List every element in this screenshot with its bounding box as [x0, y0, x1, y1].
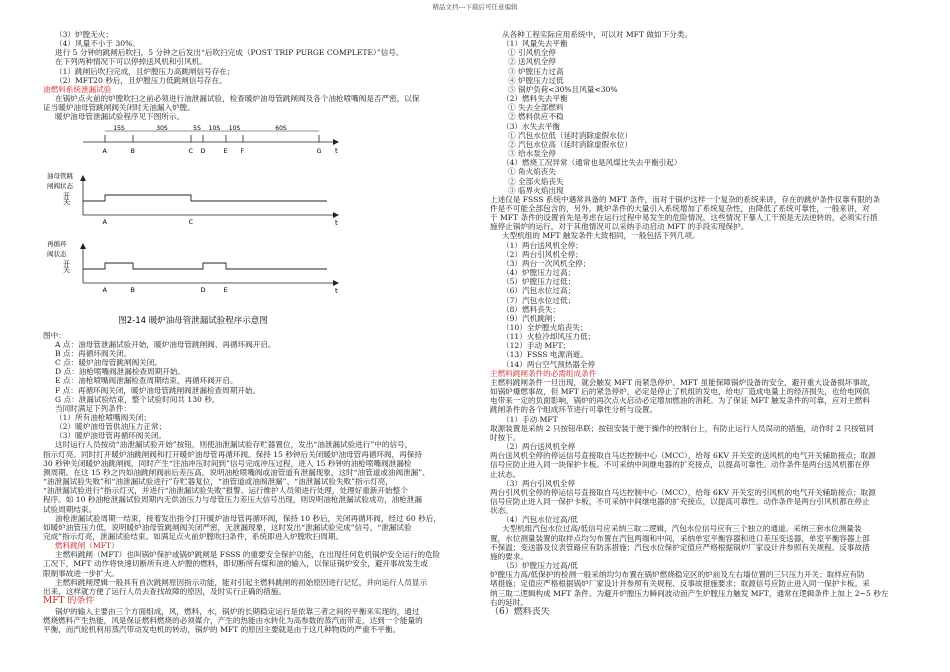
text-line: 于 MFT 条件的设置首先是考虑在运行过程中易发生的危险情况，这些情况下暴人工干预是无法逆转的，必须实行措: [490, 213, 878, 223]
text-line: 时按下。: [490, 432, 521, 442]
text-line: 在锅炉点火前的炉膛吹扫之前必须进行油泄漏试验，检查暖炉油母管跳闸阀及各个油枪喷嘴阀是否严密，以保: [55, 94, 420, 104]
signal-t-label: t: [335, 218, 338, 227]
text-line: ③ 临界火焰出现: [508, 185, 564, 195]
text-line: ② 送风机全停: [508, 57, 556, 67]
time-axis-arrow: [333, 139, 339, 145]
state-label-open: 开: [63, 259, 70, 268]
point-label-top: C: [188, 146, 194, 155]
text-line: （6）汽包水位过高；: [502, 286, 576, 296]
point-label-top: D: [200, 146, 206, 155]
text-line: ④ 炉膛压力过低: [508, 75, 564, 85]
text-line: 从各种工程实际应用系统中，可以对 MFT 做如下分类。: [502, 30, 692, 39]
text-line: 完成”指示灯亮，泄漏试验结束。如满足点火前炉膛吹扫条件，系统即进入炉膛吹扫周期。: [43, 532, 344, 541]
signal-time-arrow: [333, 280, 339, 286]
text-line: ② 全部火焰丧失: [508, 176, 564, 186]
signal-y-arrow: [80, 175, 86, 181]
text-line: （12）手动 MFT；: [502, 341, 571, 351]
point-label-top: G: [316, 146, 322, 155]
text-line: 燃烧燃料产生热能，风是保证燃料燃烧的必须媒介，产生的热能由水转化为高参数的蒸汽而带走，达到一个能量的: [43, 616, 423, 626]
point-label-top: F: [240, 146, 245, 155]
text-line: ⑤ 锅炉负荷<30%且风量<30%: [508, 84, 618, 94]
state-label-open: 开: [63, 191, 70, 200]
point-label: C: [188, 217, 194, 226]
state-label-closed: 关: [63, 265, 70, 274]
text-line: 纳三取二逻辑构成 MFT 条件。为避开炉膛压力瞬间波动而产生炉膛压力触发 MFT，通常在逻辑条件上加上 2~5 秒左: [490, 588, 889, 598]
text-line: 证当暖炉油母管跳闸阀关闭时无油漏入炉膛。: [43, 103, 195, 113]
text-line: 施的要求。: [490, 551, 528, 561]
segment-label: 10S: [228, 124, 241, 132]
text-line: ② 汽包水位高（延时消除虚假水位）: [508, 139, 632, 149]
text-line: 上述仅是 FSSS 系统中遇常具备的 MFT 条件，而对于锅炉这样一个复杂的系统来讲，存在的跳炉条件仅靠有限的条: [490, 194, 881, 204]
text-line: （4）燃烧工况异常（通常也是风煤比失去平衡引起）: [502, 158, 682, 168]
text-line: 测周期。在这 15 秒之内如油跳闸阀前后差压高，说明油枪喷嘴阀或油管道有泄漏现象，这时“油管道或油阀泄漏”、: [43, 467, 430, 477]
point-label-top: A: [102, 146, 107, 155]
text-line: 止状态。: [490, 469, 521, 479]
point-label: D: [200, 285, 206, 294]
segment-label: 10S: [208, 124, 221, 132]
text-line: ① 汽包水位低（延时消除虚假水位）: [508, 130, 632, 140]
point-label: B: [130, 285, 135, 294]
left-top-text: [43, 30, 461, 122]
text-line: MFT 的条件: [43, 596, 95, 607]
text-line: （3）炉膛无火；: [55, 30, 113, 39]
text-line: 进行 5 分钟的跳闸后吹扫，5 分钟之后发出“后吹扫完成（POST TRIP PURGE COMPLETE）”信号。: [55, 48, 404, 58]
text-line: 堵措施；定值应严格根据锅炉厂家设计并参照有关规程、反事故措施要求；取源信号应防止进入同一保护卡板。采: [490, 579, 870, 589]
text-line: ③ 给水泵全停: [508, 149, 556, 159]
text-line: 暖炉油母管泄漏试验程序见下图所示。: [55, 112, 185, 122]
text-line: 指示灯亮。同时打开暖炉油跳闸阀和打开暖炉油母管再循环阀。保持 15 秒钟后关闭暖炉油母管再循环阀，再保持: [43, 449, 422, 459]
text-line: 油枪泄漏试验周期一结束，接着发出指令打开暖炉油母管再循环阀，保持 10 秒后，关闭再循环阀，经过 60 秒后，: [55, 513, 441, 523]
point-label: A: [102, 217, 107, 226]
signal-name: 闸阀状态: [47, 181, 73, 190]
text-line: （11）火检冷却风压力低；: [502, 332, 596, 342]
text-line: （5）炉膛压力过高/低: [502, 561, 578, 571]
text-line: （14）两台空气预热器全停: [502, 359, 596, 369]
text-line: 图中：: [43, 330, 66, 340]
text-line: 两台引风机全停的停运信号直接取自马达控制中心（MCC），给每 6KV 开关室的引风机的电气开关辅助接点；取源: [490, 487, 876, 497]
text-line: 跳闸条件的各个组成环节进行可靠性分析与设置。: [490, 405, 658, 415]
text-line: 主燃料跳闸条件的必需组成条件: [490, 368, 597, 378]
point-label-top: B: [130, 146, 135, 155]
text-line: 两台送风机全停的停运信号直接取自马达控制中心（MCC），给每 6KV 开关室的送风机的电气开关辅助接点；取源: [490, 451, 876, 461]
text-line: 右的延时。: [490, 597, 528, 607]
signal-name: 再循环: [47, 239, 67, 248]
point-label: E: [223, 285, 228, 294]
text-line: 电带来一定的负面影响，锅炉的再次点火启动必定增加燃油的消耗。为了保证 MFT 触发条件的可靠，应对主燃料: [490, 396, 870, 406]
text-line: ① 角火焰丧失: [508, 167, 556, 177]
text-line: （3）两台引风机全停: [502, 478, 576, 488]
time-axis-label: t: [335, 146, 338, 155]
text-line: A 点：油母管泄漏试验开始，暖炉油母管跳闸阀、再循环阀开启。: [55, 339, 276, 349]
signal-t-label: t: [335, 286, 338, 295]
signal-time-arrow: [333, 212, 339, 218]
leak-test-timing-diagram: [43, 123, 343, 329]
text-line: 置，水位测量装置的取样点均匀布置在汽包两端和中间，采纳单室平衡容器和进口差压变送器，单室平衡容器上部: [490, 533, 870, 543]
text-line: “油泄漏试验失败”和“油泄漏试验进行”存贮器复位，“油管道或油阀泄漏”、“油泄漏试验失败”指示灯亮，: [43, 477, 393, 487]
page-header: 精品文档---下载后可任意编辑: [432, 3, 518, 11]
text-line: 锅炉的输入主要由三个方面组成，风，燃料，水，锅炉的长期稳定运行是依靠三者之间的平衡来实现的，通过: [55, 607, 420, 617]
text-line: （7）汽包水位过低；: [502, 295, 576, 305]
text-line: 信号应防止进入同一保护卡板，不可采纳中间继电器的扩充接点，以提高可靠性。动作条件是两台引风机都在停止: [490, 496, 870, 506]
text-line: 如锅炉爆燃事故，但 MFT 后的紧急停炉，必定是停止了机组的发电，给电厂造成电量上的经济损失，也给电网供: [490, 387, 870, 397]
text-line: 炉膛压力高/低保护的检测一般采纳均匀布置在锅炉燃烧稳定区的炉前及左右墙位置的三只压力开关；取样应有防: [490, 570, 865, 580]
text-line: 信号应防止进入同一块保护卡板。不可采纳中间继电器的扩充接点，以提高可靠性。动作条件是两台送风机都在停: [490, 460, 870, 470]
text-line: （1）手动 MFT: [502, 414, 558, 424]
text-line: （4）炉膛压力过高；: [502, 268, 576, 278]
text-line: （2）MFT20 秒后，且炉膛压力低跳闸信号存在。: [55, 75, 227, 85]
diagram-caption: 图2-14 暖炉油母管泄漏试验程序示意图: [118, 315, 268, 326]
text-line: （3）两台一次风机全停；: [502, 258, 591, 268]
text-line: （3）水失去平衡: [502, 121, 560, 131]
text-line: C 点：暖炉油母管跳闸阀关闭。: [55, 358, 162, 368]
signal-y-arrow: [80, 243, 86, 249]
text-line: 试验周期结束。: [43, 504, 97, 514]
left-bottom-text: [43, 331, 461, 635]
text-line: E 点：油枪喷嘴阀泄漏检查周期结束，再循环阀开启。: [55, 376, 238, 386]
text-line: （8）燃料丧失；: [502, 304, 560, 314]
text-line: （10）全炉膛火焰丧失；: [502, 323, 588, 332]
text-line: 施停止锅炉的运行，对于其他情况可以采纳手动启动 MFT 的手段实现保护。: [490, 222, 749, 232]
text-line: F 点：再循环阀关闭，暖炉油母管跳闸阀泄漏检查周期开始。: [55, 385, 261, 395]
text-line: （4）汽包水位过高/低: [502, 515, 578, 525]
text-line: 不保温；变送器及仪表管路应有防冻措施；汽包水位保护定值应严格根据锅炉厂家设计并参照有关规程、反事故措: [490, 542, 870, 552]
text-line: 限制事故进一步扩大。: [43, 568, 119, 578]
text-line: （13）FSSS 电源消逝。: [502, 350, 588, 360]
segment-label: 30S: [156, 124, 168, 132]
signal-name: 油母管跳: [47, 171, 73, 180]
text-line: 取源装置是采纳 2 只按钮串联；按钮安装于便于操作的控制台上，有防止运行人员误动的措施，动作时 2 只按钮同: [490, 423, 874, 433]
text-line: D 点：油枪喷嘴阀泄漏检查周期开始。: [55, 367, 186, 377]
text-line: ③ 炉膛压力过高: [508, 66, 564, 76]
left-column: [43, 30, 461, 635]
text-line: 大型机组汽包水位过高/低信号应采纳三取二逻辑，汽包水位信号应有三个独立的通道。采纳三套水位测量装: [502, 524, 862, 534]
right-column: [490, 30, 902, 618]
text-line: 主燃料跳闸（MFT）也叫锅炉保护或锅炉跳闸是 FSSS 的重要安全保护功能，在出现任何危机锅炉安全运行的危险: [55, 550, 441, 560]
text-line: ② 燃料供应不稳: [508, 112, 564, 122]
text-line: G 点：泄漏试验结束，整个试验时间共 130 秒。: [55, 394, 220, 404]
text-line: （1）风量失去平衡: [502, 39, 568, 49]
text-line: 件是不可能全部包含的，另外，跳炉条件的大量引入系统增加了系统复杂性，由降低了系统可靠性，一般来讲，对: [490, 203, 870, 213]
text-line: B 点：再循环阀关闭。: [55, 348, 132, 358]
text-line: （2）两台引风机全停；: [502, 249, 583, 259]
text-line: （2）两台送风机全停: [502, 442, 576, 452]
text-line: （1）所有油枪喷嘴阀关闭；: [55, 412, 151, 422]
segment-label: 60S: [275, 124, 287, 132]
signal-name: 阀状态: [47, 249, 67, 258]
text-line: （1）跳闸后吹扫完成，且炉膛压力高跳闸信号存在；: [55, 66, 235, 76]
text-line: 主燃料跳闸条件一旦出现，就会触发 MFT 而紧急停炉。MFT 虽能保障锅炉设备的安全，避开重大设备损坏事故，: [490, 377, 876, 387]
text-line: 当同时满足下列条件：: [55, 403, 131, 413]
text-line: （2）燃料失去平衡: [502, 94, 568, 104]
text-line: 程序。如 10 秒油枪泄漏试验周期内无供油压力与母管压力差压大信号出现，则说明油枪泄漏试验成功，油枪泄漏: [43, 495, 422, 505]
text-line: 大型机组的 MFT 触发条件大致相同，一般包括下列几项。: [502, 231, 700, 241]
point-label: A: [102, 285, 107, 294]
text-line: （9）汽机跳闸；: [502, 313, 560, 323]
text-line: 如暖炉油管压力低，说明暖炉油母管跳闸阀关闭严密，无泄漏现象，这时发出“泄漏试验完成”信号，“泄漏试验: [43, 522, 412, 532]
text-line: ① 失去全部燃料: [508, 103, 564, 113]
text-line: （4）风量不小于 30%。: [55, 39, 140, 49]
text-line: （1）两台送风机全停；: [502, 240, 583, 250]
text-line: 状态。: [490, 506, 513, 516]
text-line: ① 引风机全停: [508, 48, 556, 58]
text-line: （2）暖炉油母管供油压力正常；: [55, 422, 167, 432]
signal-waveform: [83, 195, 327, 201]
segment-label: 5S: [193, 124, 201, 132]
point-label-top: E: [223, 146, 228, 155]
text-line: 燃料跳闸（MFT）: [55, 541, 119, 551]
text-line: 出来，这样就方便了运行人员去查找故障的原因，及时实行正确的措施。: [43, 586, 286, 596]
text-line: 这时运行人员按动“油泄漏试验开始”按钮，则使油泄漏试验存贮器置位，发出“油泄漏试验进行”中的信号，: [55, 440, 413, 450]
text-line: “油泄漏试验进行”指示灯灭，并进行“油泄漏试验失败”报警。运行维护人员须进行处理，处理好重新开始整个: [43, 486, 408, 496]
state-label-closed: 关: [63, 197, 70, 206]
text-line: 在下列两种情况下可以停掉送风机和引风机。: [55, 57, 207, 67]
text-line: 主燃料跳闸逻辑一般具有首次跳闸原因指示功能，能对引起主燃料跳闸的初始原因进行记忆，并向运行人员显示: [55, 577, 428, 587]
text-line: 油燃料系统泄漏试验: [43, 84, 112, 94]
text-line: （3）暖炉油母管再循环阀关闭。: [55, 431, 167, 441]
text-line: （6）燃料丧失: [490, 606, 550, 617]
text-line: （5）炉膛压力过低；: [502, 277, 576, 287]
text-line: 工况下，MFT 动作将快速切断所有进入炉膛的燃料，即切断所有煤和油的输入，以保证锅炉安全，避开事故发生或: [43, 559, 429, 569]
segment-label: 15S: [113, 124, 125, 132]
text-line: 平衡，而汽轮机利用蒸汽带动发电机的转动，锅炉的 MFT 的原因主要就是由于这几种物质的严重不平衡。: [43, 625, 401, 635]
signal-waveform: [83, 263, 327, 269]
text-line: 30 秒钟关闭暖炉油跳闸阀，同时产生“注油冲压时间到”信号完成冲压过程，进入 15 秒钟的油枪喷嘴阀泄漏检: [43, 458, 412, 468]
